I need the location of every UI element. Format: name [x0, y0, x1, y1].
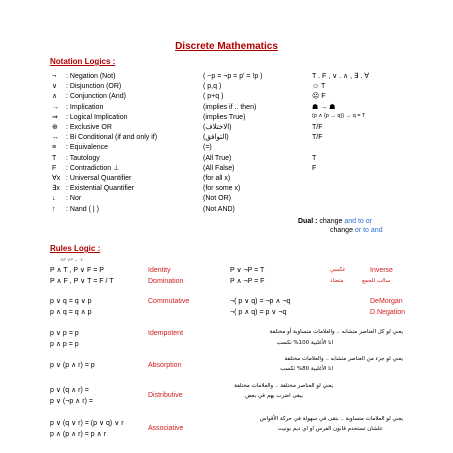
notation-form: (implies True) — [203, 113, 246, 121]
rule-identity-name: Identity — [148, 267, 171, 274]
dual-label: Dual : — [298, 218, 318, 225]
notation-sym: ⇒ — [52, 113, 58, 121]
rule-associative-2: p ∧ (p ∧ r) = p ∧ r — [50, 431, 107, 438]
notation-name: : Tautology — [66, 154, 100, 162]
rule-inverse-name: Inverse — [370, 267, 393, 274]
rule-identity-left: P ∧ T , P ∨ F = P — [50, 267, 104, 274]
notation-sym: ∃x — [52, 185, 60, 193]
notation-form: ( p,q ) — [203, 83, 222, 91]
rule-idempotent-2: p ∧ p = p — [50, 341, 79, 348]
rule-demorgan-2: ¬( p ∧ q) = p ∨ ¬q — [230, 309, 287, 316]
rule-idempotent-name: Idempotent — [148, 330, 184, 337]
notation-name: : Equivalence — [66, 144, 109, 152]
notation-name: : Disjunction (OR) — [66, 83, 122, 91]
dual-word: or — [365, 218, 372, 225]
rule-associative-ar2: علشان تستخدم قانون الفرس او اي ديم بونيت — [278, 426, 383, 432]
rule-domination-left: P ∧ F , P ∨ T = F / T — [50, 278, 114, 285]
notation-form: ( ~p = ¬p = p' = !p ) — [203, 73, 263, 80]
notation-sym: ↓ — [52, 195, 56, 203]
rule-commutative-1: p ∨ q = q ∨ p — [50, 298, 92, 305]
rule-inverse-ar3: سالب للجمع — [362, 278, 391, 284]
notation-sym: F — [52, 164, 57, 172]
page-title: Discrete Mathematics — [175, 41, 278, 52]
rule-absorption-ar1: يعني لو جزء من العناصر متشابه .. والعلامات مختلفة — [284, 356, 403, 362]
rule-absorption-name: Absorption — [148, 362, 182, 369]
notation-name: : Logical Implication — [66, 113, 128, 121]
notation-sym: ≡ — [52, 144, 57, 152]
notation-sym: ∀x — [52, 175, 61, 182]
notation-extra: ☺ T — [312, 83, 326, 91]
rule-dnegation-name: D.Negation — [370, 309, 406, 316]
notation-heading: Notation Logics : — [50, 57, 116, 66]
rule-absorption-ar2: انا الأغلبية 80% تكسب — [280, 366, 333, 372]
notation-name: : Conjunction (And) — [66, 93, 126, 101]
dual-word: and — [344, 218, 357, 225]
rule-idempotent-ar1: يعني لو كل العناصر متشابه .. والعلامات متساوية أو مختلفة — [269, 329, 403, 335]
notation-form: (=) — [203, 144, 212, 152]
dual-note — [298, 218, 372, 225]
notation-name: : Bi Conditional (if and only if) — [66, 134, 158, 142]
rule-inverse-ar2: متضاد — [330, 278, 344, 284]
rule-idempotent-ar2: انا الأغلبية 100% تكسب — [276, 340, 333, 346]
notation-form: (for some x) — [203, 185, 241, 193]
rule-domination-name: Domination — [148, 278, 184, 285]
dual-word: to — [357, 218, 364, 225]
rule-distributive-ar1: يعني لو العناصر مختلفة .. والعلامات مختلفة — [234, 383, 333, 389]
dual-note-2 — [330, 227, 383, 234]
rule-associative-1: p ∨ (q ∨ r) = (p ∨ q) ∨ r — [50, 420, 124, 427]
notation-sym: ⊕ — [52, 124, 58, 131]
notation-form: ( p+q ) — [203, 93, 224, 101]
notation-extra: F — [312, 164, 317, 172]
rules-tiny-header: ∧# ∨# ← ∨ — [60, 257, 84, 262]
notation-sym: T — [52, 154, 57, 162]
notation-sym: ↔ — [52, 134, 59, 142]
notation-name: : Implication — [66, 103, 104, 111]
rule-distributive-2: p ∨ (¬p ∧ r) = — [50, 398, 93, 405]
rule-inverse-ar: عكسي — [330, 267, 346, 273]
rule-idempotent-1: p ∨ p = p — [50, 330, 79, 337]
dual-word: to — [363, 227, 369, 234]
rule-demorgan-1: ¬( p ∨ q) = ¬p ∧ ¬q — [230, 298, 291, 305]
notation-sym: ¬ — [52, 73, 57, 80]
notation-extra: T . F , ∨ . ∧ , ∃ . ∀ — [312, 73, 370, 80]
rule-absorption: p ∨ (p ∧ r) = p — [50, 362, 95, 369]
rule-commutative-2: p ∧ q = q ∧ p — [50, 309, 92, 316]
notation-extra: T/F — [312, 124, 323, 131]
notation-sym: ∨ — [52, 83, 58, 91]
notation-form: (التوافق) — [203, 134, 229, 142]
notation-form: (All True) — [203, 154, 232, 162]
notation-extra: T — [312, 154, 317, 162]
rule-associative-name: Associative — [148, 425, 184, 432]
notation-sym: → — [52, 103, 59, 111]
rule-distributive-ar2: بيقى اضرب بهم في بعض — [245, 393, 303, 399]
notation-form: (Not OR) — [203, 195, 231, 203]
notation-form: (Not AND) — [203, 205, 235, 213]
rule-associative-ar1: يعني لو العلامات متساوية .. بتقى في سهولة في حركة الأقواس — [259, 416, 403, 422]
notation-name: : Contradiction ⊥ — [66, 164, 120, 172]
dual-word: change — [330, 227, 353, 234]
notation-name: : Exclusive OR — [66, 124, 112, 131]
notation-extra: ☹ F — [312, 93, 326, 101]
notation-name: : Nand ( | ) — [66, 205, 99, 213]
rule-inverse-right: P ∧ ¬P = F — [230, 278, 265, 285]
rules-heading: Rules Logic : — [50, 244, 101, 253]
notation-name: : Universal Quantifier — [66, 175, 132, 182]
rule-distributive-name: Distributive — [148, 392, 183, 399]
notation-extra: (p ∧ (p → q)) → q = T — [312, 112, 366, 119]
notation-sym: ↑ — [52, 205, 56, 213]
notation-form: (for all x) — [203, 175, 231, 182]
rule-demorgan-name: DeMorgan — [370, 298, 403, 305]
notation-name: : Negation (Not) — [66, 73, 116, 80]
notation-name: : Existential Quantifier — [66, 185, 135, 193]
rule-commutative-name: Commutative — [148, 298, 190, 305]
rule-distributive-1: p ∨ (q ∧ r) = — [50, 387, 89, 394]
rule-inverse-left: P ∨ ¬P = T — [230, 267, 265, 274]
notation-form: (implies if .. then) — [203, 103, 257, 111]
notation-extra: ☗ → ☗ — [312, 103, 336, 111]
dual-word: and — [370, 227, 383, 234]
dual-word: change — [319, 218, 343, 225]
notation-form: (الاختلاف) — [203, 124, 232, 131]
notation-name: : Nor — [66, 195, 82, 203]
dual-word: or — [354, 227, 362, 234]
notation-extra: T/F — [312, 134, 323, 142]
notation-form: (All False) — [203, 164, 235, 172]
notation-sym: ∧ — [52, 93, 58, 101]
